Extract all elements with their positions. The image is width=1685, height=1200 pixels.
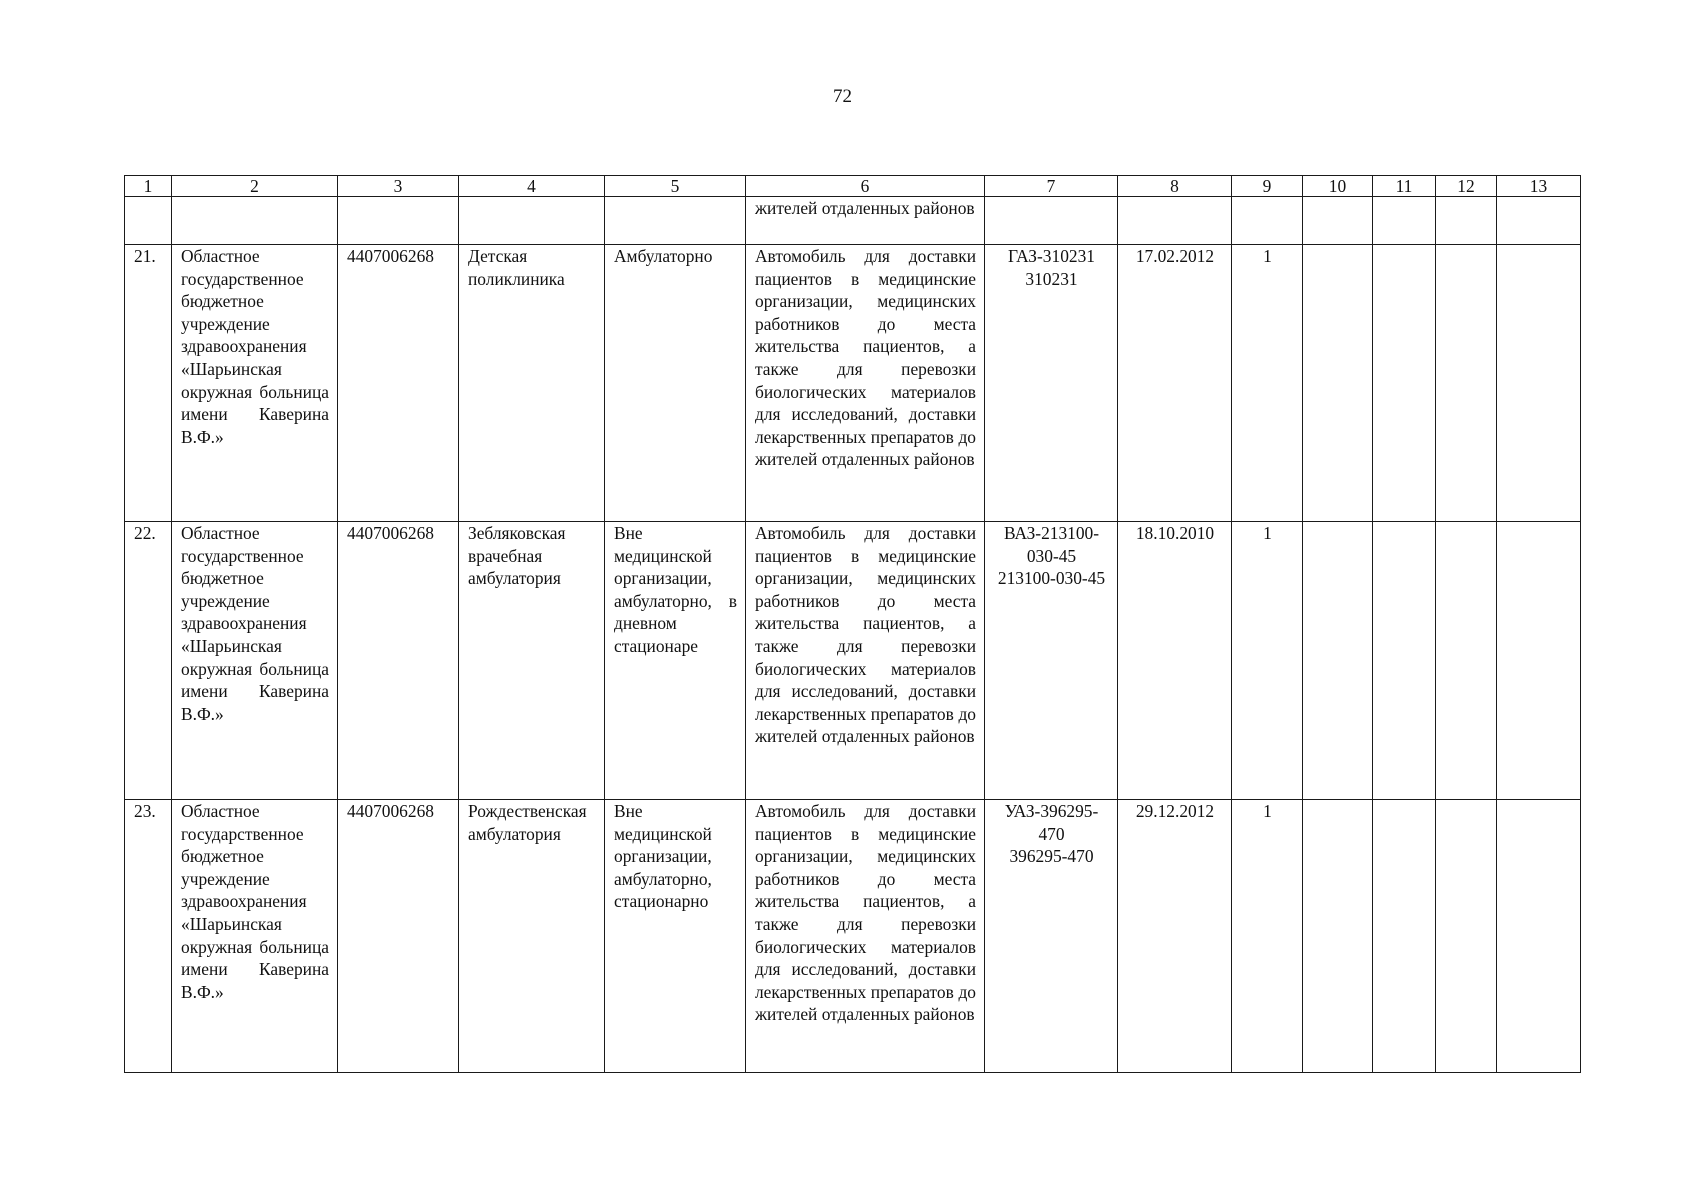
conditions-cell: Амбулаторно bbox=[605, 245, 746, 522]
description-cell: Автомобиль для доставки пациентов в медицинские организации, медицинских работников до места жительства пациентов, а также для перевозки биологических материалов для исследований, доставки лекарственных препаратов до жителей отдаленных районов bbox=[746, 800, 985, 1073]
model-cell bbox=[985, 245, 1118, 522]
column-header: 11 bbox=[1373, 176, 1436, 197]
column-header: 2 bbox=[172, 176, 338, 197]
column-header: 1 bbox=[125, 176, 172, 197]
quantity-cell: 1 bbox=[1232, 245, 1303, 522]
unit-cell: Детская поликлиника bbox=[459, 245, 605, 522]
organization-cell: Областное государственное бюджетное учреждение здравоохранения «Шарьинская окружная больница имени Каверина В.Ф.» bbox=[172, 245, 338, 522]
inn-cell: 4407006268 bbox=[338, 800, 459, 1073]
conditions-cell: Вне медицинской организации, амбулаторно, в дневном стационаре bbox=[605, 522, 746, 800]
column-header: 5 bbox=[605, 176, 746, 197]
column-header: 12 bbox=[1436, 176, 1497, 197]
column-header: 13 bbox=[1497, 176, 1581, 197]
model-cell bbox=[985, 800, 1118, 1073]
date-cell: 18.10.2010 bbox=[1118, 522, 1232, 800]
vehicle-table bbox=[124, 175, 1581, 1073]
column-header: 8 bbox=[1118, 176, 1232, 197]
description-cell: Автомобиль для доставки пациентов в медицинские организации, медицинских работников до места жительства пациентов, а также для перевозки биологических материалов для исследований, доставки лекарственных препаратов до жителей отдаленных районов bbox=[746, 245, 985, 522]
quantity-cell: 1 bbox=[1232, 522, 1303, 800]
model-cell bbox=[985, 522, 1118, 800]
organization-cell: Областное государственное бюджетное учреждение здравоохранения «Шарьинская окружная больница имени Каверина В.Ф.» bbox=[172, 800, 338, 1073]
date-cell: 29.12.2012 bbox=[1118, 800, 1232, 1073]
row-number: 23. bbox=[125, 800, 172, 1073]
table-row bbox=[125, 800, 1581, 1073]
column-header: 7 bbox=[985, 176, 1118, 197]
column-header: 6 bbox=[746, 176, 985, 197]
date-cell: 17.02.2012 bbox=[1118, 245, 1232, 522]
inn-cell: 4407006268 bbox=[338, 522, 459, 800]
column-header: 4 bbox=[459, 176, 605, 197]
column-header: 10 bbox=[1303, 176, 1373, 197]
column-header: 3 bbox=[338, 176, 459, 197]
model-name: УАЗ-396295-470 bbox=[1004, 801, 1099, 844]
unit-cell: Рождественская амбулатория bbox=[459, 800, 605, 1073]
model-code: 213100-030-45 bbox=[997, 568, 1106, 589]
column-number-row bbox=[125, 176, 1581, 197]
model-code: 310231 bbox=[1025, 268, 1078, 289]
model-code: 396295-470 bbox=[1009, 846, 1094, 867]
inn-cell: 4407006268 bbox=[338, 245, 459, 522]
table-row bbox=[125, 522, 1581, 800]
model-name: ВАЗ-213100-030-45 bbox=[1003, 523, 1100, 566]
table-row bbox=[125, 245, 1581, 522]
description-cell: Автомобиль для доставки пациентов в медицинские организации, медицинских работников до места жительства пациентов, а также для перевозки биологических материалов для исследований, доставки лекарственных препаратов до жителей отдаленных районов bbox=[746, 522, 985, 800]
column-header: 9 bbox=[1232, 176, 1303, 197]
description-cell: жителей отдаленных районов bbox=[746, 197, 985, 245]
row-number: 22. bbox=[125, 522, 172, 800]
model-name: ГАЗ-310231 bbox=[1008, 246, 1095, 266]
unit-cell: Зебляковская врачебная амбулатория bbox=[459, 522, 605, 800]
quantity-cell: 1 bbox=[1232, 800, 1303, 1073]
conditions-cell: Вне медицинской организации, амбулаторно, стационарно bbox=[605, 800, 746, 1073]
page-number: 72 bbox=[833, 86, 852, 107]
continuation-row bbox=[125, 197, 1581, 245]
row-number: 21. bbox=[125, 245, 172, 522]
organization-cell: Областное государственное бюджетное учреждение здравоохранения «Шарьинская окружная больница имени Каверина В.Ф.» bbox=[172, 522, 338, 800]
